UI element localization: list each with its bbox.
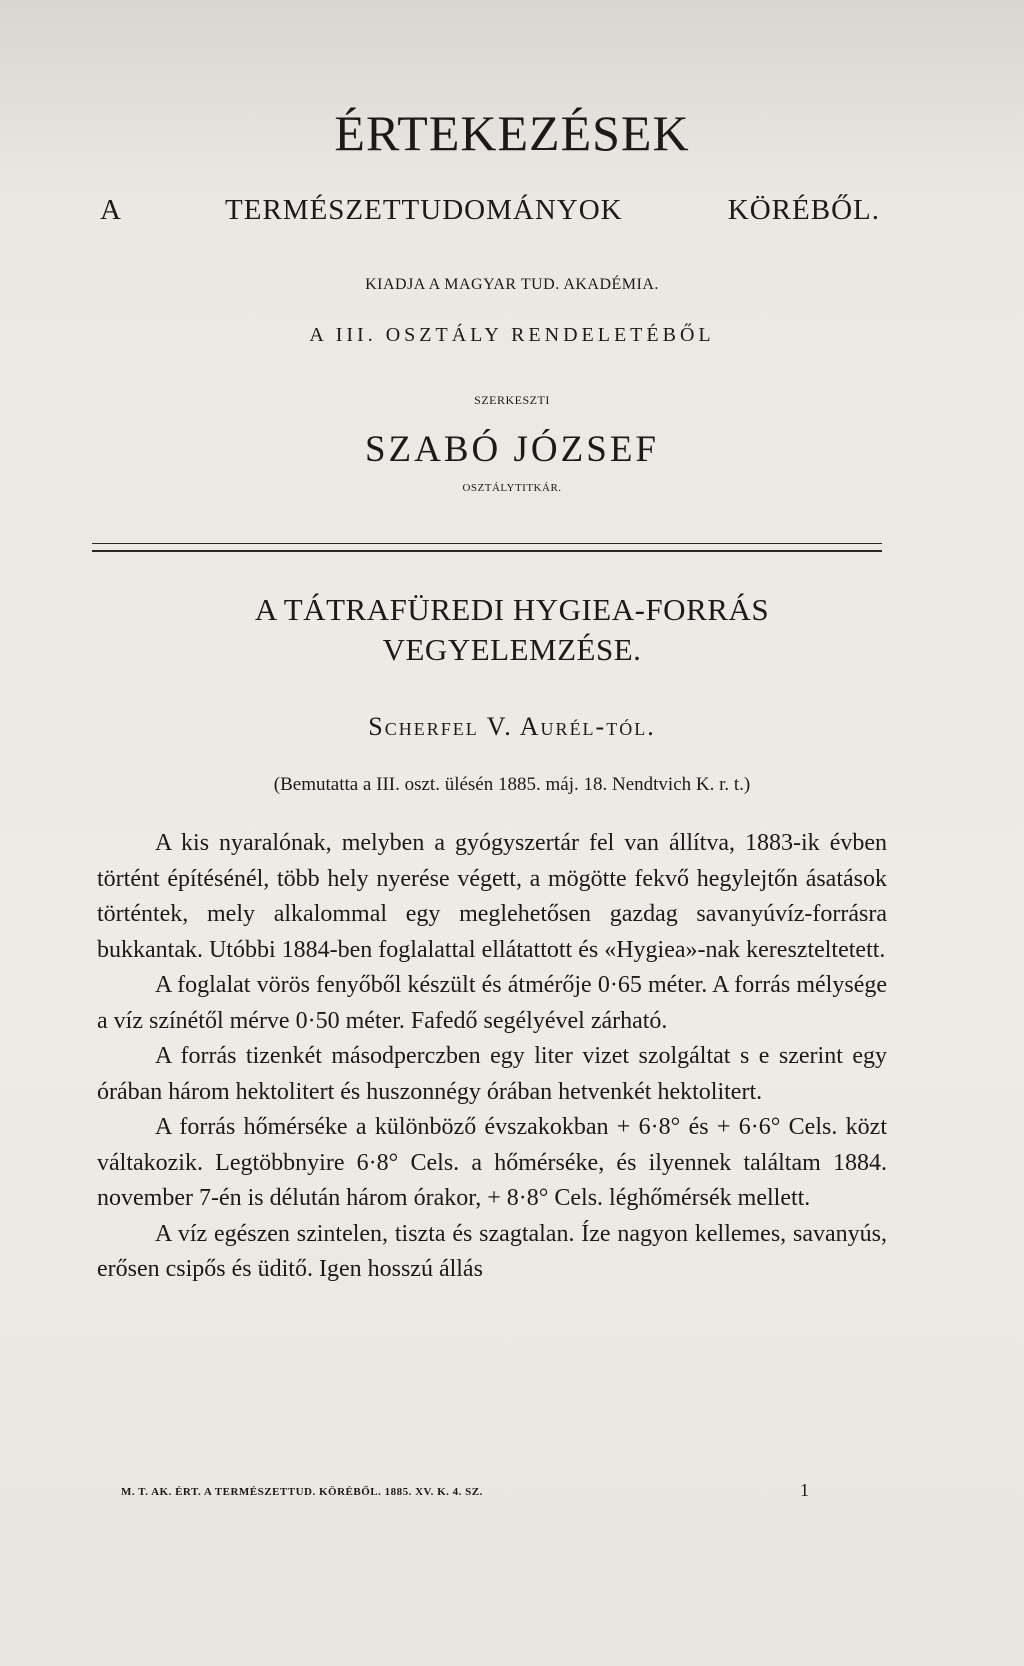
publisher-line: KIADJA A MAGYAR TUD. AKADÉMIA. bbox=[365, 276, 659, 293]
article-author: Scherfel V. Aurél-tól. bbox=[368, 712, 656, 741]
editor-label: SZERKESZTI bbox=[474, 393, 550, 407]
body-paragraph: A forrás tizenkét másodperczben egy liter vizet szolgáltat s e szerint egy órában három hektolitert és huszonnégy órában hetvenkét hektolitert. bbox=[97, 1043, 887, 1105]
article-title-line-2: VEGYELEMZÉSE. bbox=[382, 632, 642, 667]
double-rule-divider bbox=[92, 543, 882, 552]
body-paragraph: A forrás hőmérséke a különböző évszakokban + 6·8° és + 6·6° Cels. közt váltakozik. Legtöbbnyire 6·8° Cels. a hőmérséke, és ilyennek találtam 1884. november 7-én is délután három órakor, + 8·8° Cels. léghőmérsék mellett. bbox=[97, 1114, 887, 1211]
article-body bbox=[97, 826, 887, 1288]
page-number: 1 bbox=[800, 1480, 809, 1500]
series-subtitle: A TERMÉSZETTUDOMÁNYOK KÖRÉBŐL. bbox=[100, 194, 880, 226]
footer-citation: M. T. AK. ÉRT. A TERMÉSZETTUD. KÖRÉBŐL. 1885. XV. K. 4. SZ. bbox=[121, 1486, 483, 1498]
presentation-note: (Bemutatta a III. oszt. ülésén 1885. máj. 18. Nendtvich K. r. t.) bbox=[273, 774, 751, 795]
article-title bbox=[0, 590, 1024, 670]
body-paragraph: A foglalat vörös fenyőből készült és átmérője 0·65 méter. A forrás mélysége a víz színétől mérve 0·50 méter. Fafedő segélyével zárható. bbox=[97, 972, 887, 1034]
editor-name: SZABÓ JÓZSEF bbox=[364, 429, 660, 470]
editor-role: OSZTÁLYTITKÁR. bbox=[462, 482, 562, 494]
order-line: A III. OSZTÁLY RENDELETÉBŐL bbox=[309, 324, 715, 346]
body-paragraph: A kis nyaralónak, melyben a gyógyszertár fel van állítva, 1883-ik évben történt építésénél, több hely nyerése végett, a mögötte fekvő hegylejtőn ásatások történtek, mely alkalommal egy meglehetősen gazdag savanyúvíz-forrásra bukkantak. Utóbbi 1884-ben foglalattal ellátattott és «Hygiea»-nak kereszteltetett. bbox=[97, 830, 887, 963]
article-title-line-1: A TÁTRAFÜREDI HYGIEA-FORRÁS bbox=[254, 592, 770, 627]
body-paragraph: A víz egészen szintelen, tiszta és szagtalan. Íze nagyon kellemes, savanyús, erősen csipős és üditő. Igen hosszú állás bbox=[97, 1220, 887, 1282]
series-title: ÉRTEKEZÉSEK bbox=[334, 105, 690, 161]
